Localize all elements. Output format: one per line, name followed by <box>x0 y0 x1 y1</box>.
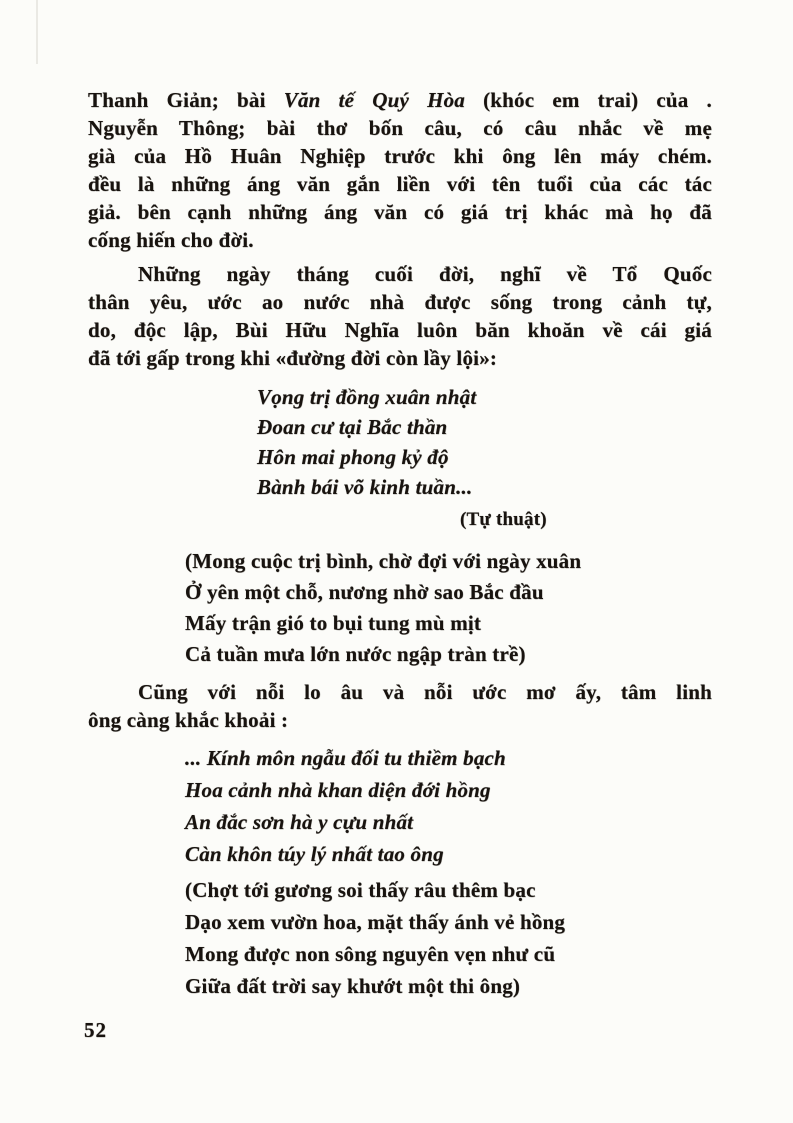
poem2-line-1: ... Kính môn ngẫu đối tu thiềm bạch <box>185 746 506 770</box>
p3-line-2: ông càng khắc khoải : <box>88 708 289 732</box>
p2-line-4: đã tới gấp trong khi «đường đời còn lầy lội»: <box>88 346 498 370</box>
trans2-line-2: Dạo xem vườn hoa, mặt thấy ánh vẻ hồng <box>185 910 566 934</box>
p2-line-3: do, độc lập, Bùi Hữu Nghĩa luôn băn khoăn về cái giá <box>88 318 712 342</box>
trans1-line-1: (Mong cuộc trị bình, chờ đợi với ngày xuân <box>185 549 582 573</box>
poem-attribution: (Tự thuật) <box>460 509 547 530</box>
trans1-line-2: Ở yên một chỗ, nương nhờ sao Bắc đầu <box>185 580 544 604</box>
p1-line-1-pre: Thanh Giản; bài <box>88 88 284 112</box>
poem-translation-1 <box>185 546 712 670</box>
poem2-line-4: Càn khôn túy lý nhất tao ông <box>185 842 444 866</box>
p2-line-2: thân yêu, ước ao nước nhà được sống trong cảnh tự, <box>88 290 712 314</box>
p1-line-1 <box>88 86 712 114</box>
poem1-line-2: Đoan cư tại Bắc thần <box>257 415 448 439</box>
paragraph-2 <box>88 260 712 372</box>
poem1-line-3: Hôn mai phong kỷ độ <box>257 445 449 469</box>
poem-quote-2 <box>185 742 712 870</box>
trans2-line-4: Giữa đất trời say khướt một thi ông) <box>185 974 521 998</box>
p1-line-6: cống hiến cho đời. <box>88 228 254 252</box>
p1-line-1-italic-title: Văn tế Quý Hòa <box>283 88 466 112</box>
poem2-line-2: Hoa cảnh nhà khan diện đới hồng <box>185 778 491 802</box>
poem-translation-2 <box>185 874 712 1002</box>
poem-quote-1 <box>257 382 712 502</box>
trans2-line-1: (Chợt tới gương soi thấy râu thêm bạc <box>185 878 536 902</box>
poem1-line-4: Bành bái võ kinh tuần... <box>257 475 473 499</box>
paragraph-3 <box>88 678 712 734</box>
trans2-line-3: Mong được non sông nguyên vẹn như cũ <box>185 942 556 966</box>
p2-line-1: Những ngày tháng cuối đời, nghĩ về Tổ Quốc <box>138 262 712 286</box>
p1-line-5: giả. bên cạnh những áng văn có giá trị khác mà họ đã <box>88 200 712 224</box>
trans1-line-3: Mấy trận gió to bụi tung mù mịt <box>185 611 482 635</box>
p3-line-1: Cũng với nỗi lo âu và nỗi ước mơ ấy, tâm linh <box>138 680 712 704</box>
scan-edge-artifact <box>36 0 38 64</box>
p1-line-2: Nguyễn Thông; bài thơ bốn câu, có câu nhắc về mẹ <box>88 116 712 140</box>
page-content <box>88 86 712 1002</box>
paragraph-1 <box>88 86 712 254</box>
poem1-line-1: Vọng trị đồng xuân nhật <box>257 385 477 409</box>
page-number: 52 <box>84 1018 107 1042</box>
p1-line-1-post: (khóc em trai) của . <box>465 88 712 112</box>
p1-line-4: đều là những áng văn gắn liền với tên tuổi của các tác <box>88 172 712 196</box>
p1-line-3: già của Hồ Huân Nghiệp trước khi ông lên máy chém. <box>88 144 712 168</box>
poem2-line-3: An đắc sơn hà y cựu nhất <box>185 810 414 834</box>
trans1-line-4: Cả tuần mưa lớn nước ngập tràn trề) <box>185 642 526 666</box>
